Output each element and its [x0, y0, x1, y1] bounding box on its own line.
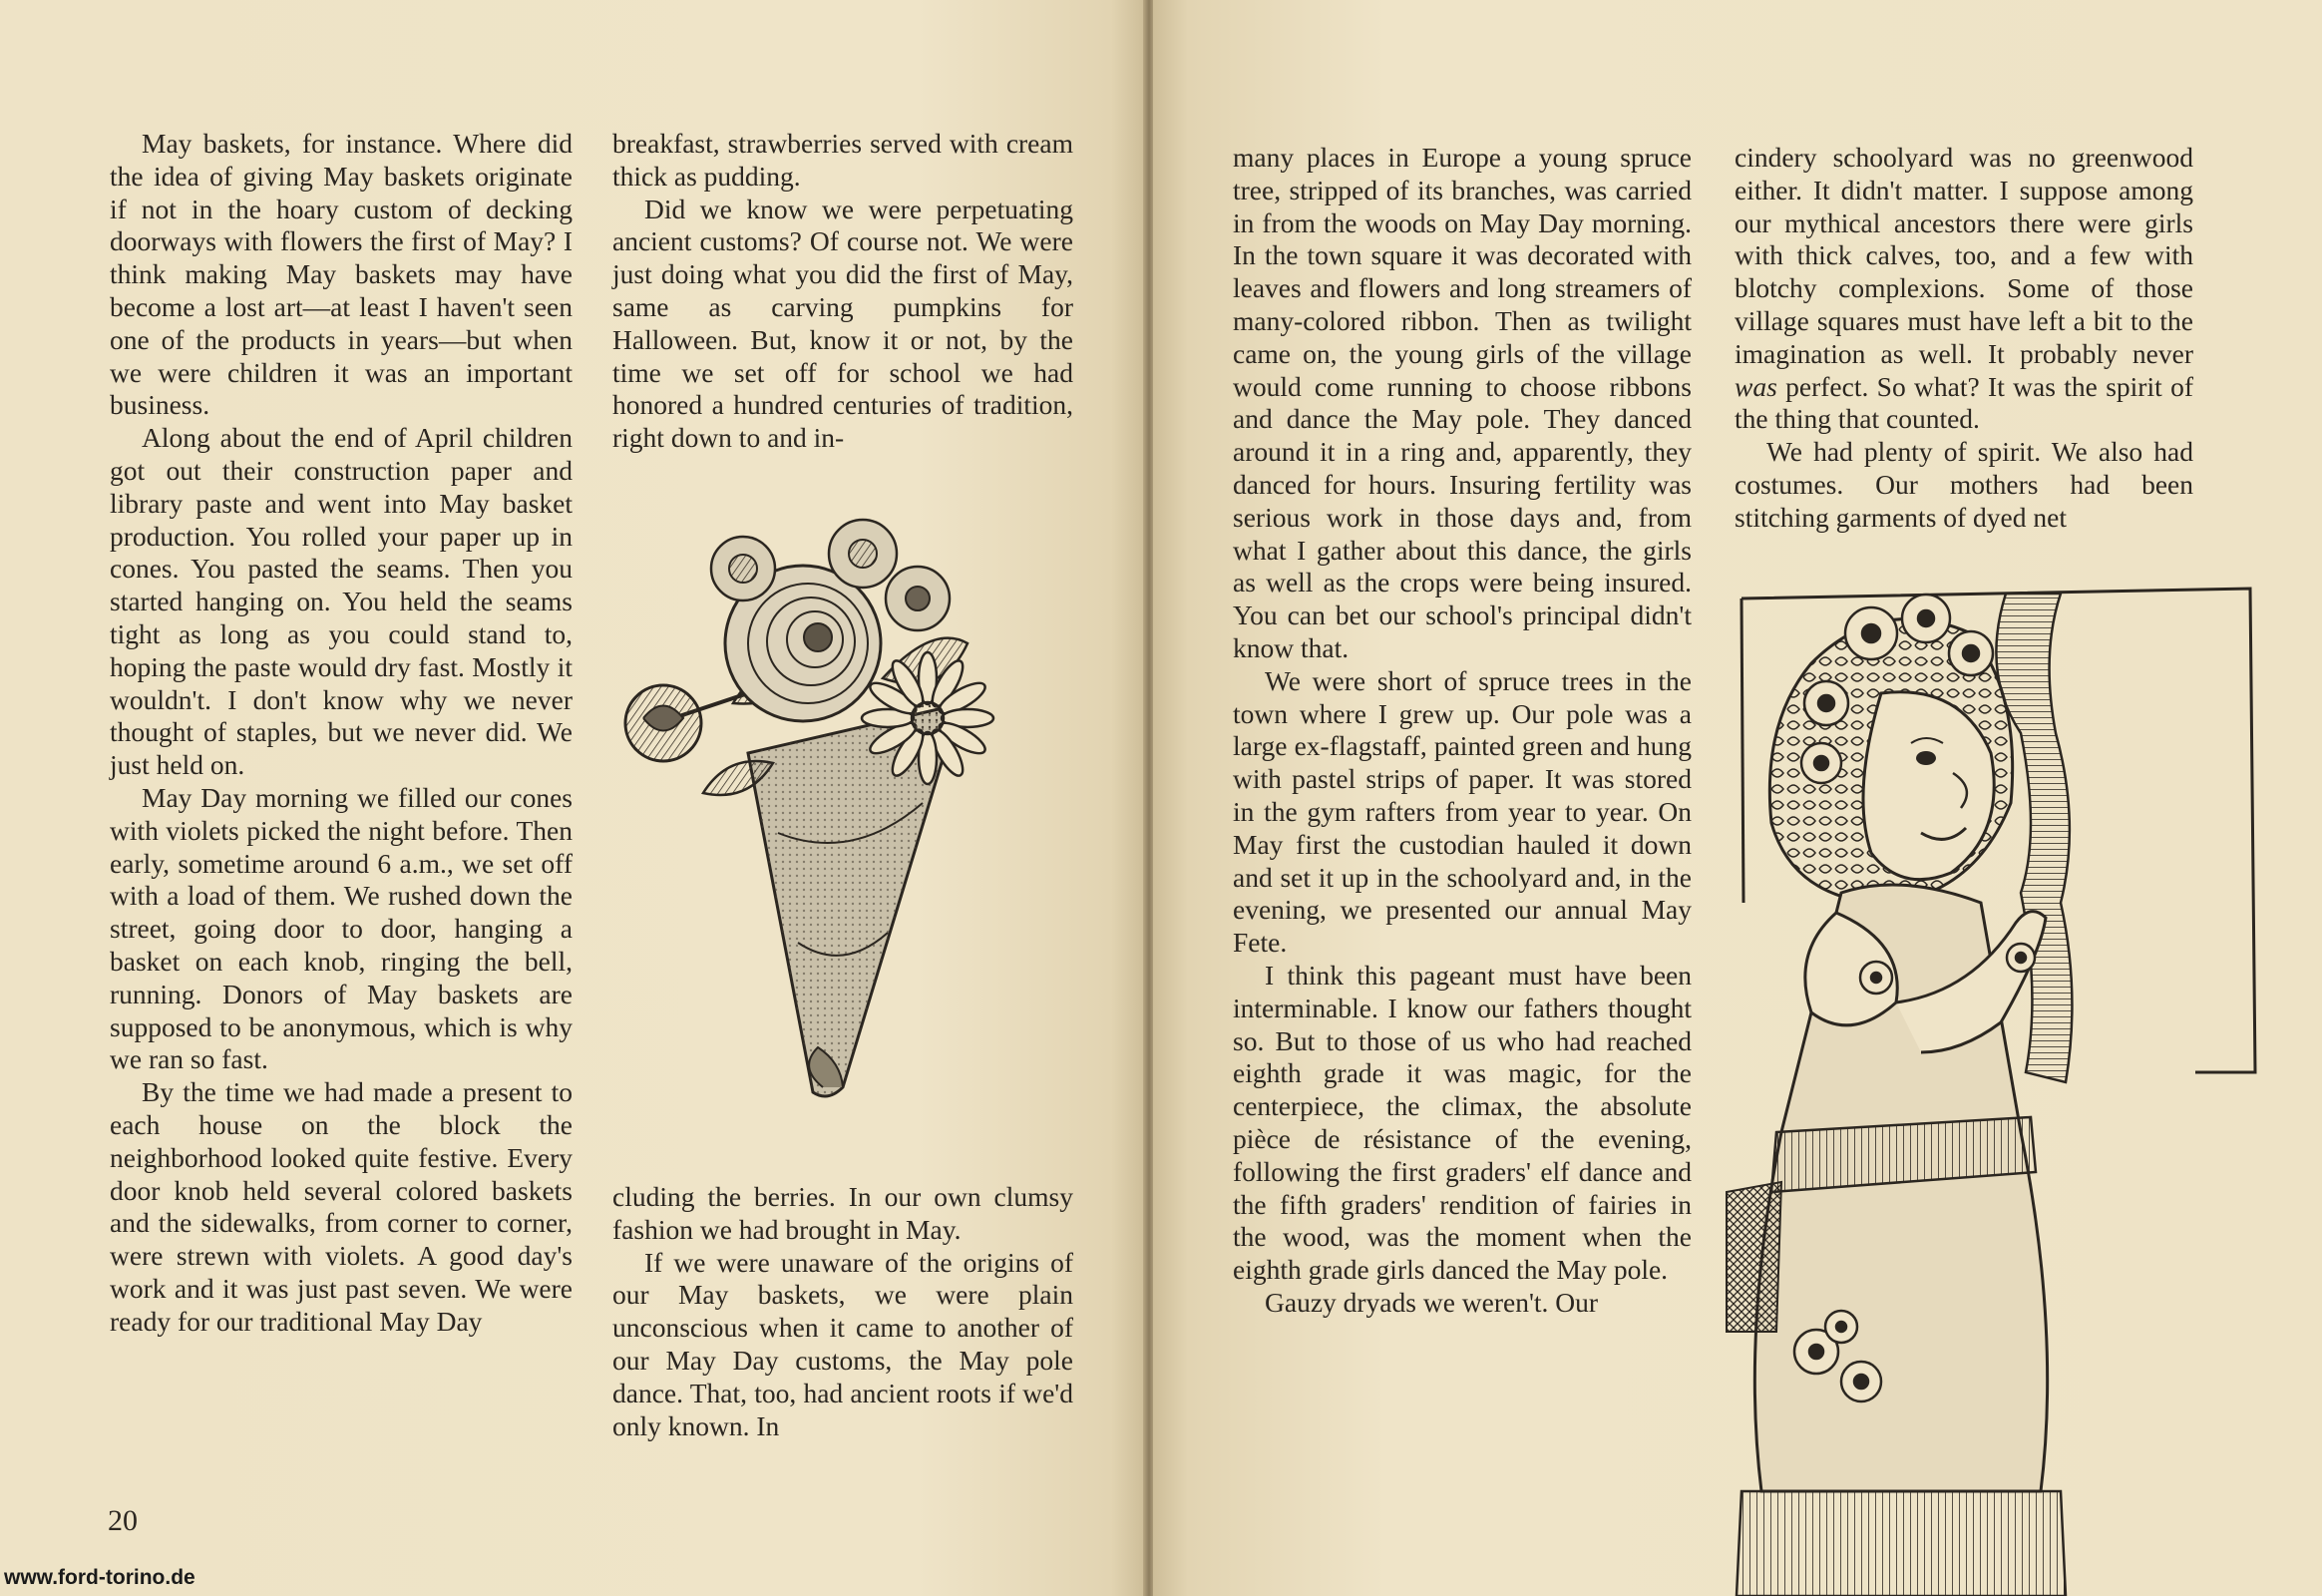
left-page [0, 0, 1145, 1596]
paragraph [1735, 142, 2193, 436]
paragraph: breakfast, strawberries served with cream thick as pudding. [612, 128, 1073, 192]
paragraph: Did we know we were perpetuating ancient customs? Of course not. We were just doing what you did the first of May, same as carving pumpkins for Halloween. But, know it or not, by the time we set off for school we had honored a hundred centuries of tradition, right down to and in- [612, 193, 1073, 454]
paragraph: cluding the berries. In our own clumsy fashion we had brought in May. [612, 1181, 1073, 1245]
watermark: www.ford-torino.de [4, 1566, 195, 1589]
paragraph: many places in Europe a young spruce tree, stripped of its branches, was carried in from the woods on May Day morning. In the town square it was decorated with leaves and flowers and long streamers of many-colored ribbon. Then as twilight came on, the young girls of the village would come running to choose ribbons and dance the May pole. They danced around it in a ring and, apparently, they danced for hours. Insuring fertility was serious work in those days and, from what I gather about this dance, the girls as well as the crops were being insured. You can bet our school's principal didn't know that. [1233, 142, 1692, 663]
paragraph: We were short of spruce trees in the town where I grew up. Our pole was a large ex-flagstaff, painted green and hung with pastel strips of paper. It was stored in the gym rafters from year to year. On May first the custodian hauled it down and set it up in the schoolyard and, in the evening, we presented our annual May Fete. [1233, 664, 1692, 959]
paragraph: Gauzy dryads we weren't. Our [1265, 1286, 1599, 1318]
left-column-2-top [612, 128, 1073, 455]
paragraph: I think this pageant must have been interminable. I know our fathers thought so. But to those of us who had reached eighth grade it was magic, for the centerpiece, the climax, the absolute pièce de résistance of the evening, following the first graders' elf dance and the fifth graders' rendition of fairies in the wood, was the moment when the eighth grade girls danced the May pole. [1233, 959, 1692, 1286]
page-number: 20 [108, 1504, 138, 1537]
left-column-1 [110, 128, 573, 1338]
paragraph: May baskets, for instance. Where did the idea of giving May baskets originate if not in the hoary custom of decking doorways with flowers the first of May? I think making May baskets may have become a lost art—at least I haven't seen one of the products in years—but when we were children it was an important business. [110, 128, 573, 421]
flower-basket-illustration [613, 504, 1102, 1112]
paragraph: We had plenty of spirit. We also had costumes. Our mothers had been stitching garments of dyed net [1735, 436, 2193, 533]
text-run: cindery schoolyard was no greenwood either. It didn't matter. I suppose among our mythical ancestors there were girls with thick calves, too, and a few with blotchy complexions. Some of those village squares must have left a bit to the imagination as well. It probably never [1735, 142, 2193, 369]
girl-illustration [1722, 574, 2280, 1596]
paragraph: Along about the end of April children got out their construction paper and library paste and went into May basket production. You rolled your paper up in cones. You pasted the seams. Then you started hanging on. You held the seams tight as long as you could stand to, hoping the paste would dry fast. Mostly it wouldn't. I don't know why we never thought of staples, but we never did. We just held on. [110, 422, 573, 781]
left-column-2-bottom [612, 1181, 1073, 1442]
paragraph: If we were unaware of the origins of our May baskets, we were plain unconscious when it came to another of our May Day customs, the May pole dance. That, too, had ancient roots if we'd only known. In [612, 1246, 1073, 1441]
right-column-1 [1233, 142, 1692, 1320]
paragraph: By the time we had made a present to each house on the block the neighborhood looked quite festive. Every door knob held several colored baskets and the sidewalks, from corner to corner, were strewn with violets. A good day's work and it was just past seven. We were ready for our traditional May Day [110, 1076, 573, 1337]
emphasis: was [1735, 370, 1777, 402]
paragraph: May Day morning we filled our cones with violets picked the night before. Then early, sometime around 6 a.m., we set off with a load of them. We rushed down the street, going door to door, hanging a basket on each knob, ringing the bell, running. Donors of May baskets are supposed to be anonymous, which is why we ran so fast. [110, 781, 573, 1075]
text-run: perfect. So what? It was the spirit of the thing that counted. [1735, 370, 2193, 435]
right-page [1153, 0, 2322, 1596]
right-column-2 [1735, 142, 2193, 535]
